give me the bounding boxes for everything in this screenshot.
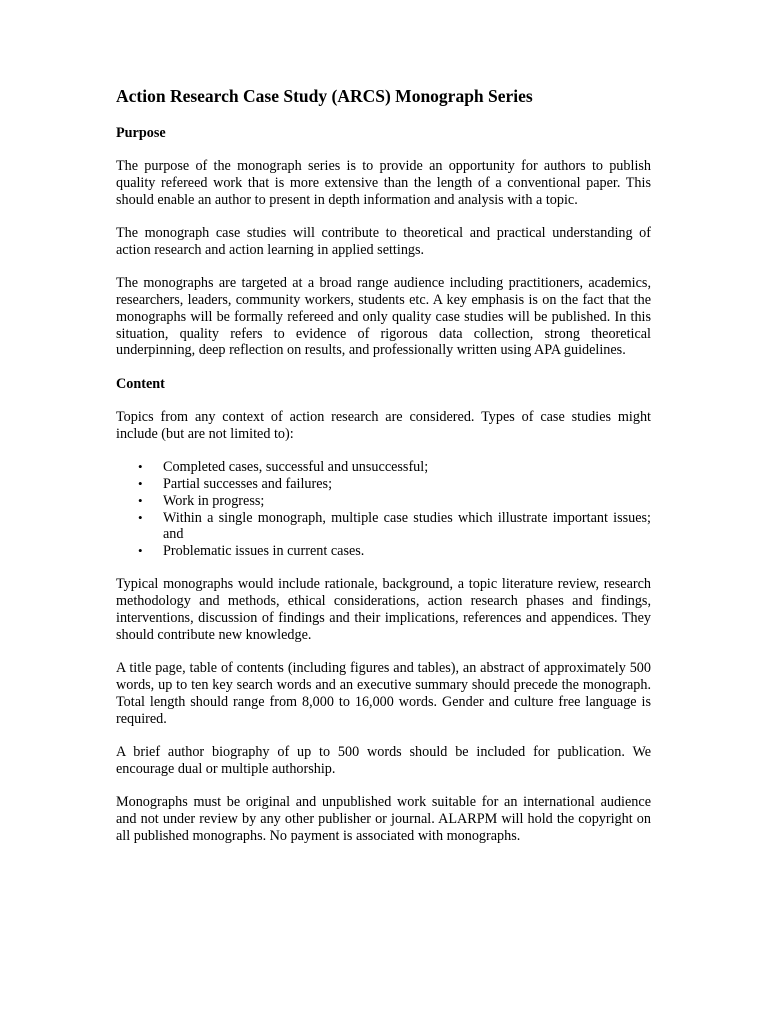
purpose-paragraph-3: The monographs are targeted at a broad range audience including practitioners, academics, researchers, leaders, community workers, students etc. A key emphasis is on the fact that the monographs will be formally refereed and only quality case studies will be published. In this situation, quality refers to evidence of rigorous data collection, strong theoretical underpinning, deep reflection on results, and professionally written using APA guidelines. <box>116 275 651 359</box>
document-title: Action Research Case Study (ARCS) Monograph Series <box>116 86 533 106</box>
list-item-text: Work in progress; <box>163 492 265 509</box>
bullet-icon: • <box>138 475 143 491</box>
purpose-paragraph-2: The monograph case studies will contribute to theoretical and practical understanding of action research and action learning in applied settings. <box>116 225 651 258</box>
list-item <box>116 493 651 510</box>
list-item-text: Within a single monograph, multiple case studies which illustrate important issues; and <box>163 509 651 543</box>
content-paragraph-2: A title page, table of contents (including figures and tables), an abstract of approximately 500 words, up to ten key search words and an executive summary should precede the monograph. Total length should range from 8,000 to 16,000 words. Gender and culture free language is required. <box>116 660 651 727</box>
content-intro-paragraph: Topics from any context of action research are considered. Types of case studies might include (but are not limited to): <box>116 409 651 442</box>
list-item <box>116 510 651 544</box>
content-heading: Content <box>116 375 165 392</box>
bullet-icon: • <box>138 543 143 559</box>
content-paragraph-4: Monographs must be original and unpublished work suitable for an international audience and not under review by any other publisher or journal. ALARPM will hold the copyright on all published monographs. No payment is associated with monographs. <box>116 793 651 844</box>
list-item-text: Partial successes and failures; <box>163 475 333 492</box>
bullet-icon: • <box>138 459 143 475</box>
bullet-icon: • <box>138 509 143 525</box>
content-paragraph-1: Typical monographs would include rationale, background, a topic literature review, research methodology and methods, ethical considerations, action research phases and findings, interventions, discussion of findings and their implications, references and appendices. They should contribute new knowledge. <box>116 576 651 643</box>
document-page <box>116 84 651 844</box>
list-item-text: Problematic issues in current cases. <box>163 543 365 560</box>
list-item <box>116 459 651 476</box>
list-item-text: Completed cases, successful and unsuccessful; <box>163 459 429 476</box>
case-study-types-list <box>116 459 651 560</box>
list-item <box>116 543 651 560</box>
list-item <box>116 476 651 493</box>
purpose-paragraph-1: The purpose of the monograph series is to provide an opportunity for authors to publish quality refereed work that is more extensive than the length of a conventional paper. This should enable an author to present in depth information and analysis with a topic. <box>116 158 651 208</box>
bullet-icon: • <box>138 492 143 508</box>
purpose-heading: Purpose <box>116 125 166 141</box>
content-paragraph-3: A brief author biography of up to 500 words should be included for publication. We encourage dual or multiple authorship. <box>116 743 651 777</box>
